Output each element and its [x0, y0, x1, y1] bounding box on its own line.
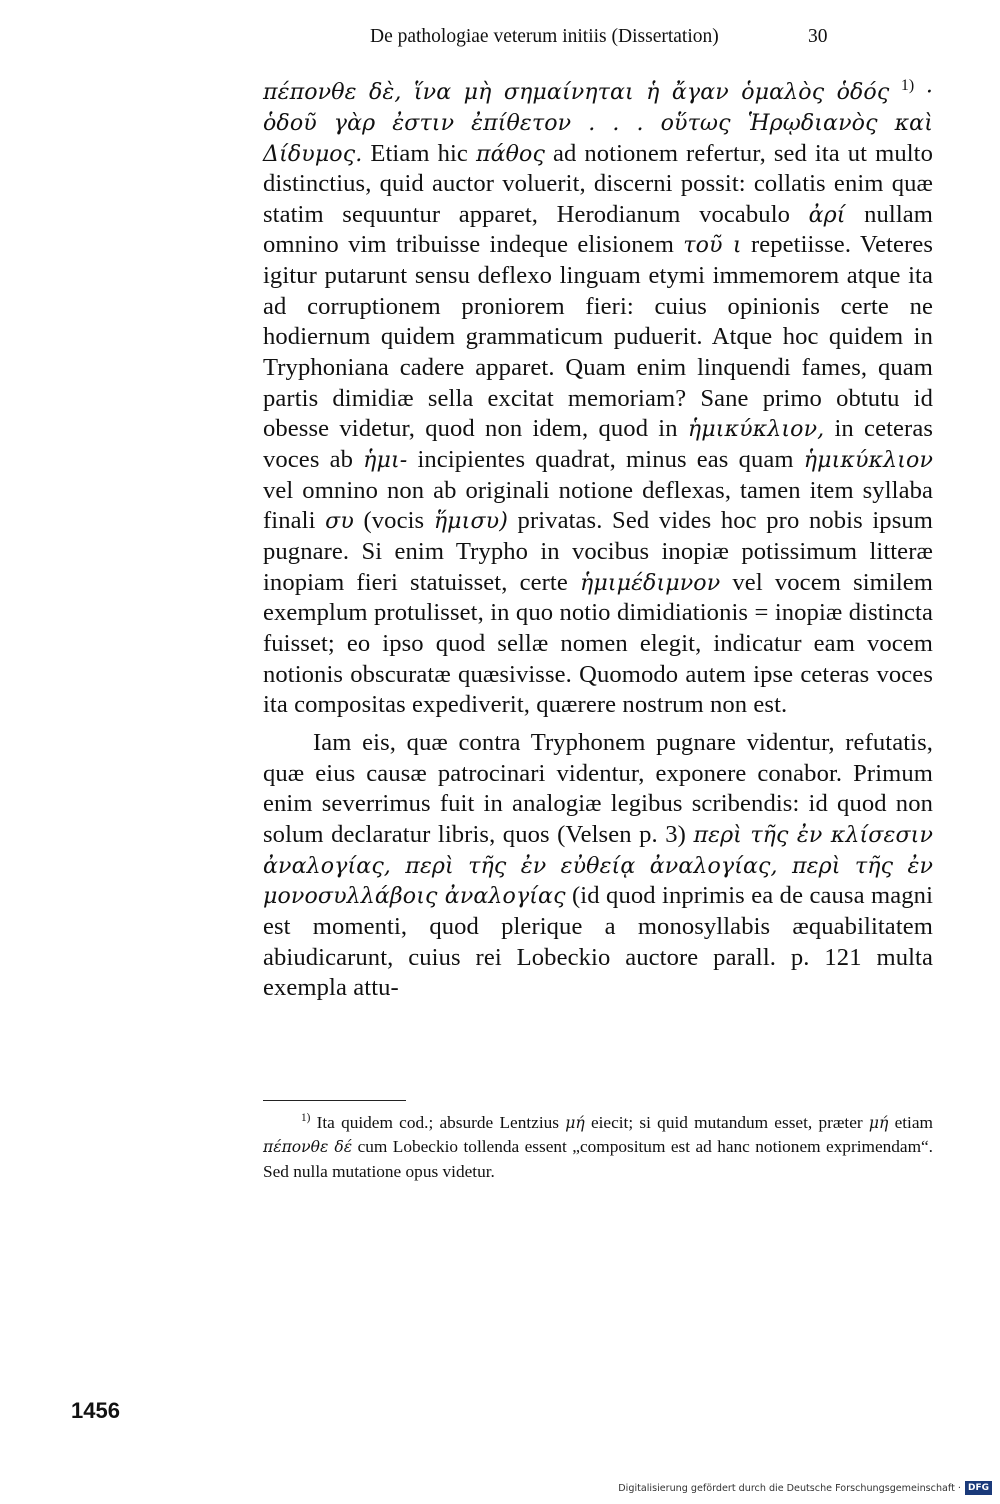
text-run: Etiam hic [370, 139, 468, 167]
page-number: 30 [808, 26, 828, 47]
greek-word: πάθος [475, 140, 545, 167]
text-run: in ceteras voces ab [263, 415, 934, 474]
footnote-marker: 1) [301, 1112, 311, 1124]
greek-word: ἥμισυ) [433, 508, 508, 535]
dfg-logo: DFG [965, 1481, 992, 1495]
greek-titles: περὶ τῆς ἐν κλίσεσιν ἀναλογίας, περὶ τῆς ἐν εὐθείᾳ ἀναλογίας, περὶ τῆς ἐν μονοσυλλάβοις ἀναλογίας [263, 821, 933, 910]
greek-word: ἀρί [808, 201, 846, 228]
paragraph-2 [263, 728, 933, 1004]
text-run: privatas. Sed vides hoc pro nobis ipsum pugnare. Si enim Trypho in vocibus inopiæ potissimum litteræ inopiam fieri statuisset, certe [263, 507, 934, 596]
text-run: Iam eis, quæ contra Tryphonem pugnare videntur, refutatis, quæ eius causæ patrocinari videntur, exponere conabor. Primum enim severrimus fuit in analogiæ legibus scribendis: id quod non solum declaratur libris, quos (Velsen p. 3) [263, 728, 933, 848]
greek-word: πέπονθε δέ [263, 1138, 353, 1157]
greek-word: τοῦ ι [683, 232, 742, 259]
running-title: De pathologiae veterum initiis (Dissertation) [370, 26, 719, 47]
greek-word: ἡμικύκλιον [803, 447, 934, 474]
digitization-credit [600, 1481, 992, 1495]
paragraph-1 [263, 71, 933, 721]
text-run: Ita quidem cod.; absurde Lentzius [316, 1112, 559, 1132]
text-run: vel omnino non ab originali notione deflexas, tamen item syllaba finali [263, 476, 933, 535]
text-run: (vocis [363, 507, 425, 535]
main-text [263, 71, 933, 1004]
greek-word: συ [325, 508, 354, 535]
footnote-reference: 1) [900, 77, 915, 94]
greek-word: ἡμιμέδιμνον [580, 569, 721, 596]
text-run: cum Lobeckio tollenda essent „compositum est ad hanc notionem exprimendam“. Sed nulla mutatione opus videtur. [263, 1137, 934, 1181]
text-run: vel vocem similem exemplum protulisset, in quo notio dimidiationis = inopiæ distincta fuisset; eo ipso quod sellæ nomen elegit, indicatur eam vocem notionis obscuratæ quæsivisse. Quomodo autem ipse ceteras voces ita compositas expediverit, quærere nostrum non est. [263, 568, 934, 719]
footnote-divider [263, 1100, 406, 1101]
text-run: ad notionem refertur, sed ita ut multo distinctius, quid auctor voluerit, discerni possit: collatis enim quæ statim sequuntur apparet, Herodianum vocabulo [263, 139, 933, 228]
footnote [263, 1106, 933, 1185]
text-run: etiam [894, 1112, 933, 1132]
text-run: nullam omnino vim tribuisse indeque elisionem [263, 200, 933, 259]
folio-number: 1456 [71, 1398, 120, 1423]
text-run: eiecit; si quid mutandum esset, præter [590, 1112, 863, 1132]
greek-quote: πέπονθε δὲ, ἵνα μὴ σημαίνηται ἡ ἄγαν ὁμαλὸς ὁδός [263, 79, 890, 106]
credit-text: Digitalisierung gefördert durch die Deutsche Forschungsgemeinschaft · [618, 1482, 961, 1494]
greek-word: μή [868, 1113, 889, 1132]
greek-word: ἡμι- [363, 447, 408, 474]
text-run: incipientes quadrat, minus eas quam [417, 446, 794, 474]
greek-word: μή [565, 1113, 585, 1132]
footnote-paragraph [263, 1106, 933, 1185]
text-run: (id quod inprimis ea de causa magni est momenti, quod plerique a monosyllabis æquabilitatem abiudicarunt, cuius rei Lobeckio auctore parall. p. 121 multa exempla attu- [263, 882, 934, 1002]
greek-word: ἡμικύκλιον, [687, 416, 825, 443]
text-run: repetiisse. Veteres igitur putarunt sensu deflexo linguam etymi immemorem atque ita ad corruptionem proniorem fieri: cuius opinionis certe ne hodiernum quidem grammaticum puduerit. Atque hoc quidem in Tryphoniana cadere apparet. Quam enim linquendi fames, quam partis dimidiæ sella excitat memoriam? Sane primo obtutu id obesse videtur, quod non idem, quod in [263, 231, 934, 443]
greek-quote: · ὁδοῦ γὰρ ἐστιν ἐπίθετον . . . οὕτως Ἡρῳδιανὸς καὶ Δίδυμος. [263, 79, 933, 167]
